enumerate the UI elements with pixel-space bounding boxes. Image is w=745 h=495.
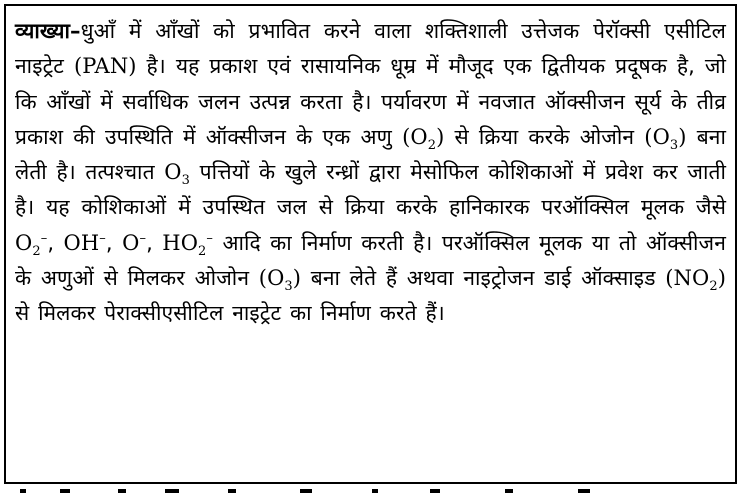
text-segment-3: से क्रिया करके ओजोन: [444, 124, 645, 149]
formula-o3-first: $(O_3)$: [644, 124, 687, 154]
radical-separator: ,: [105, 230, 123, 255]
explanation-heading: व्याख्या: [15, 19, 71, 43]
explanation-paragraph: [15, 14, 726, 332]
radical-hydroxide: OH–: [63, 230, 106, 255]
formula-o3-second: $O_3$: [164, 160, 190, 189]
text-segment-6: आदि का निर्माण करती है। परऑक्सिल मूलक या तो ऑक्सीजन के अणुओं से मिलकर ओजोन: [15, 230, 726, 291]
text-segment-4: बना लेती है। तत्पश्चात: [15, 124, 726, 185]
formula-o3-third: $(O_3)$: [258, 266, 302, 295]
heading-dash: –: [70, 19, 81, 43]
radical-separator: ,: [146, 230, 163, 255]
formula-no2: $(NO_2)$: [665, 266, 727, 295]
radical-separator: ,: [47, 230, 64, 255]
radical-oxide: O–: [122, 230, 147, 255]
text-segment-8: से मिलकर पेराक्सीएसीटिल नाइट्रेट का निर्माण करते हैं।: [15, 301, 445, 326]
formula-o2: $(O_2)$: [402, 124, 445, 154]
radical-hydroperoxyl: $HO_2^-$: [162, 230, 214, 259]
text-segment-2: है। यह प्रकाश एवं रासायनिक धूम्र में मौजूद एक द्वितीयक प्रदूषक है, जो कि आँखों में सर्वाधिक जलन उत्पन्न करता है। पर्यावरण में नवजात ऑक्सीजन सूर्य के तीव्र प्रकाश की उपस्थिति में ऑक्सीजन के एक अणु: [15, 54, 727, 149]
text-segment-7: बना लेते हैं अथवा नाइट्रोजन डाई ऑक्साइड: [301, 266, 666, 291]
pan-abbreviation: (PAN): [73, 54, 137, 79]
cropped-next-line-fragment: [0, 488, 745, 495]
explanation-box: [4, 4, 737, 484]
radical-superoxide: $O_2^-$: [15, 230, 48, 259]
text-segment-5: पत्तियों के खुले रन्ध्रों द्वारा मेसोफिल कोशिकाओं में प्रवेश कर जाती है। यह कोशिकाओं में उपस्थित जल से क्रिया करके हानिकारक परऑक्सिल मूलक जैसे: [15, 160, 726, 220]
text-segment-1: धुआँ में आँखों को प्रभावित करने वाला शक्तिशाली उत्तेजक पेरॉक्सी एसीटिल नाइट्रेट: [15, 19, 726, 79]
